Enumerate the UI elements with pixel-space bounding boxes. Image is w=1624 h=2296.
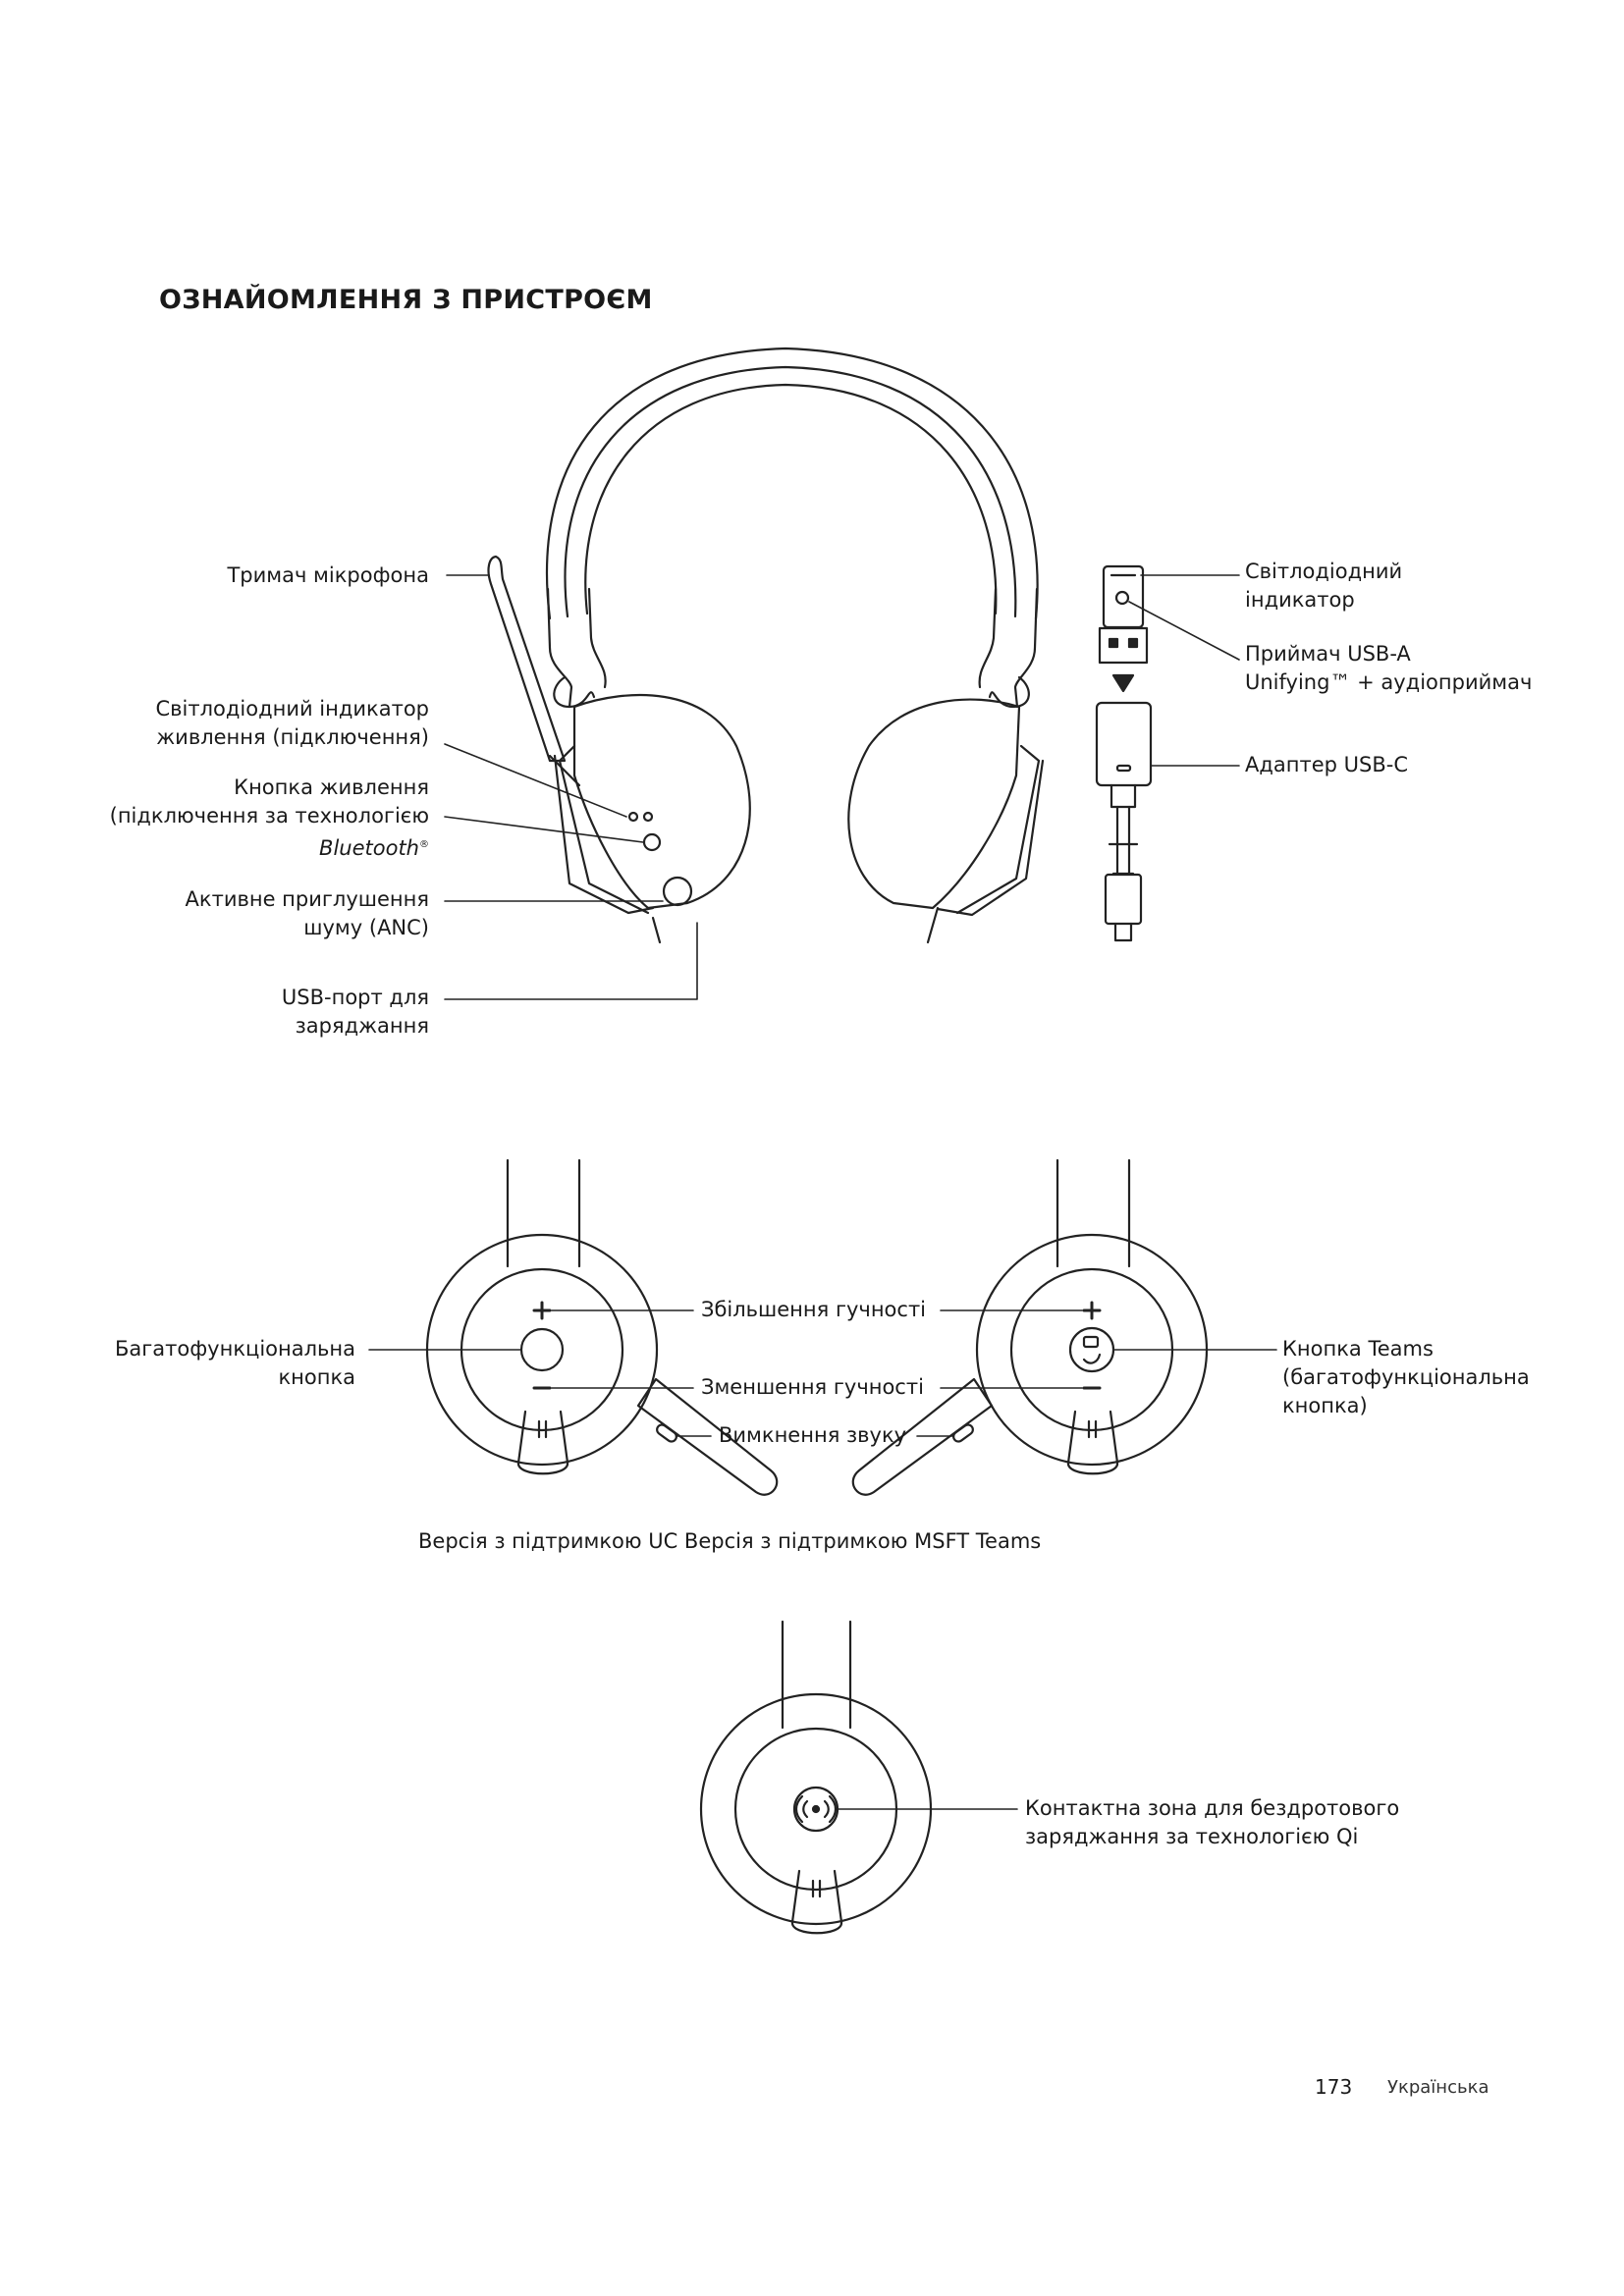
qi-earcup-illustration [701, 1622, 931, 1933]
qi-charging-label: Контактна зона для бездротового заряджання за технологією Qi [1025, 1796, 1400, 1848]
teams-button-label: Кнопка Teams (багатофункціональна кнопка) [1282, 1337, 1530, 1417]
mic-holder-label: Тримач мікрофона [227, 563, 429, 587]
teams-button [1070, 1328, 1113, 1371]
power-button-label: Кнопка живлення (підключення за технологією Bluetooth® [109, 775, 429, 860]
mute-button [655, 1422, 678, 1443]
footer-language: Українська [1387, 2077, 1489, 2098]
power-button-icon [644, 834, 660, 850]
power-led-label: Світлодіодний індикатор живлення (підключення) [155, 697, 429, 749]
left-earcup [555, 695, 750, 942]
version-caption: Версія з підтримкою UC Версія з підтримкою MSFT Teams [418, 1529, 1042, 1553]
usb-port-label: USB-порт для заряджання [281, 986, 429, 1038]
multifunction-button-label: Багатофункціональна кнопка [114, 1337, 355, 1389]
volume-up-icon [534, 1303, 550, 1318]
mic-boom [489, 557, 565, 761]
usb-c-adapter [1097, 703, 1151, 785]
teams-icon [1084, 1337, 1098, 1347]
page-number: 173 [1315, 2075, 1353, 2099]
receiver-led-label: Світлодіодний індикатор [1245, 560, 1403, 612]
anc-button-icon [664, 878, 691, 905]
right-earcup [848, 700, 1043, 942]
usb-a-receiver-label: Приймач USB-A Unifying™ + аудіоприймач [1245, 642, 1533, 694]
phone-icon [1084, 1355, 1100, 1363]
usb-receiver-illustration [1097, 566, 1151, 940]
down-arrow-icon [1113, 675, 1133, 691]
volume-up-label: Збільшення гучності [701, 1298, 927, 1321]
mute-label: Вимкнення звуку [719, 1423, 907, 1447]
multifunction-button [521, 1329, 563, 1370]
volume-down-label: Зменшення гучності [701, 1375, 924, 1399]
headset-illustration [489, 348, 1043, 942]
usb-c-adapter-label: Адаптер USB-C [1245, 753, 1408, 776]
unifying-logo-icon [1116, 592, 1128, 604]
anc-label: Активне приглушення шуму (ANC) [185, 887, 429, 939]
page-title: ОЗНАЙОМЛЕННЯ З ПРИСТРОЄМ [159, 285, 653, 315]
headband-outer [547, 348, 1038, 618]
